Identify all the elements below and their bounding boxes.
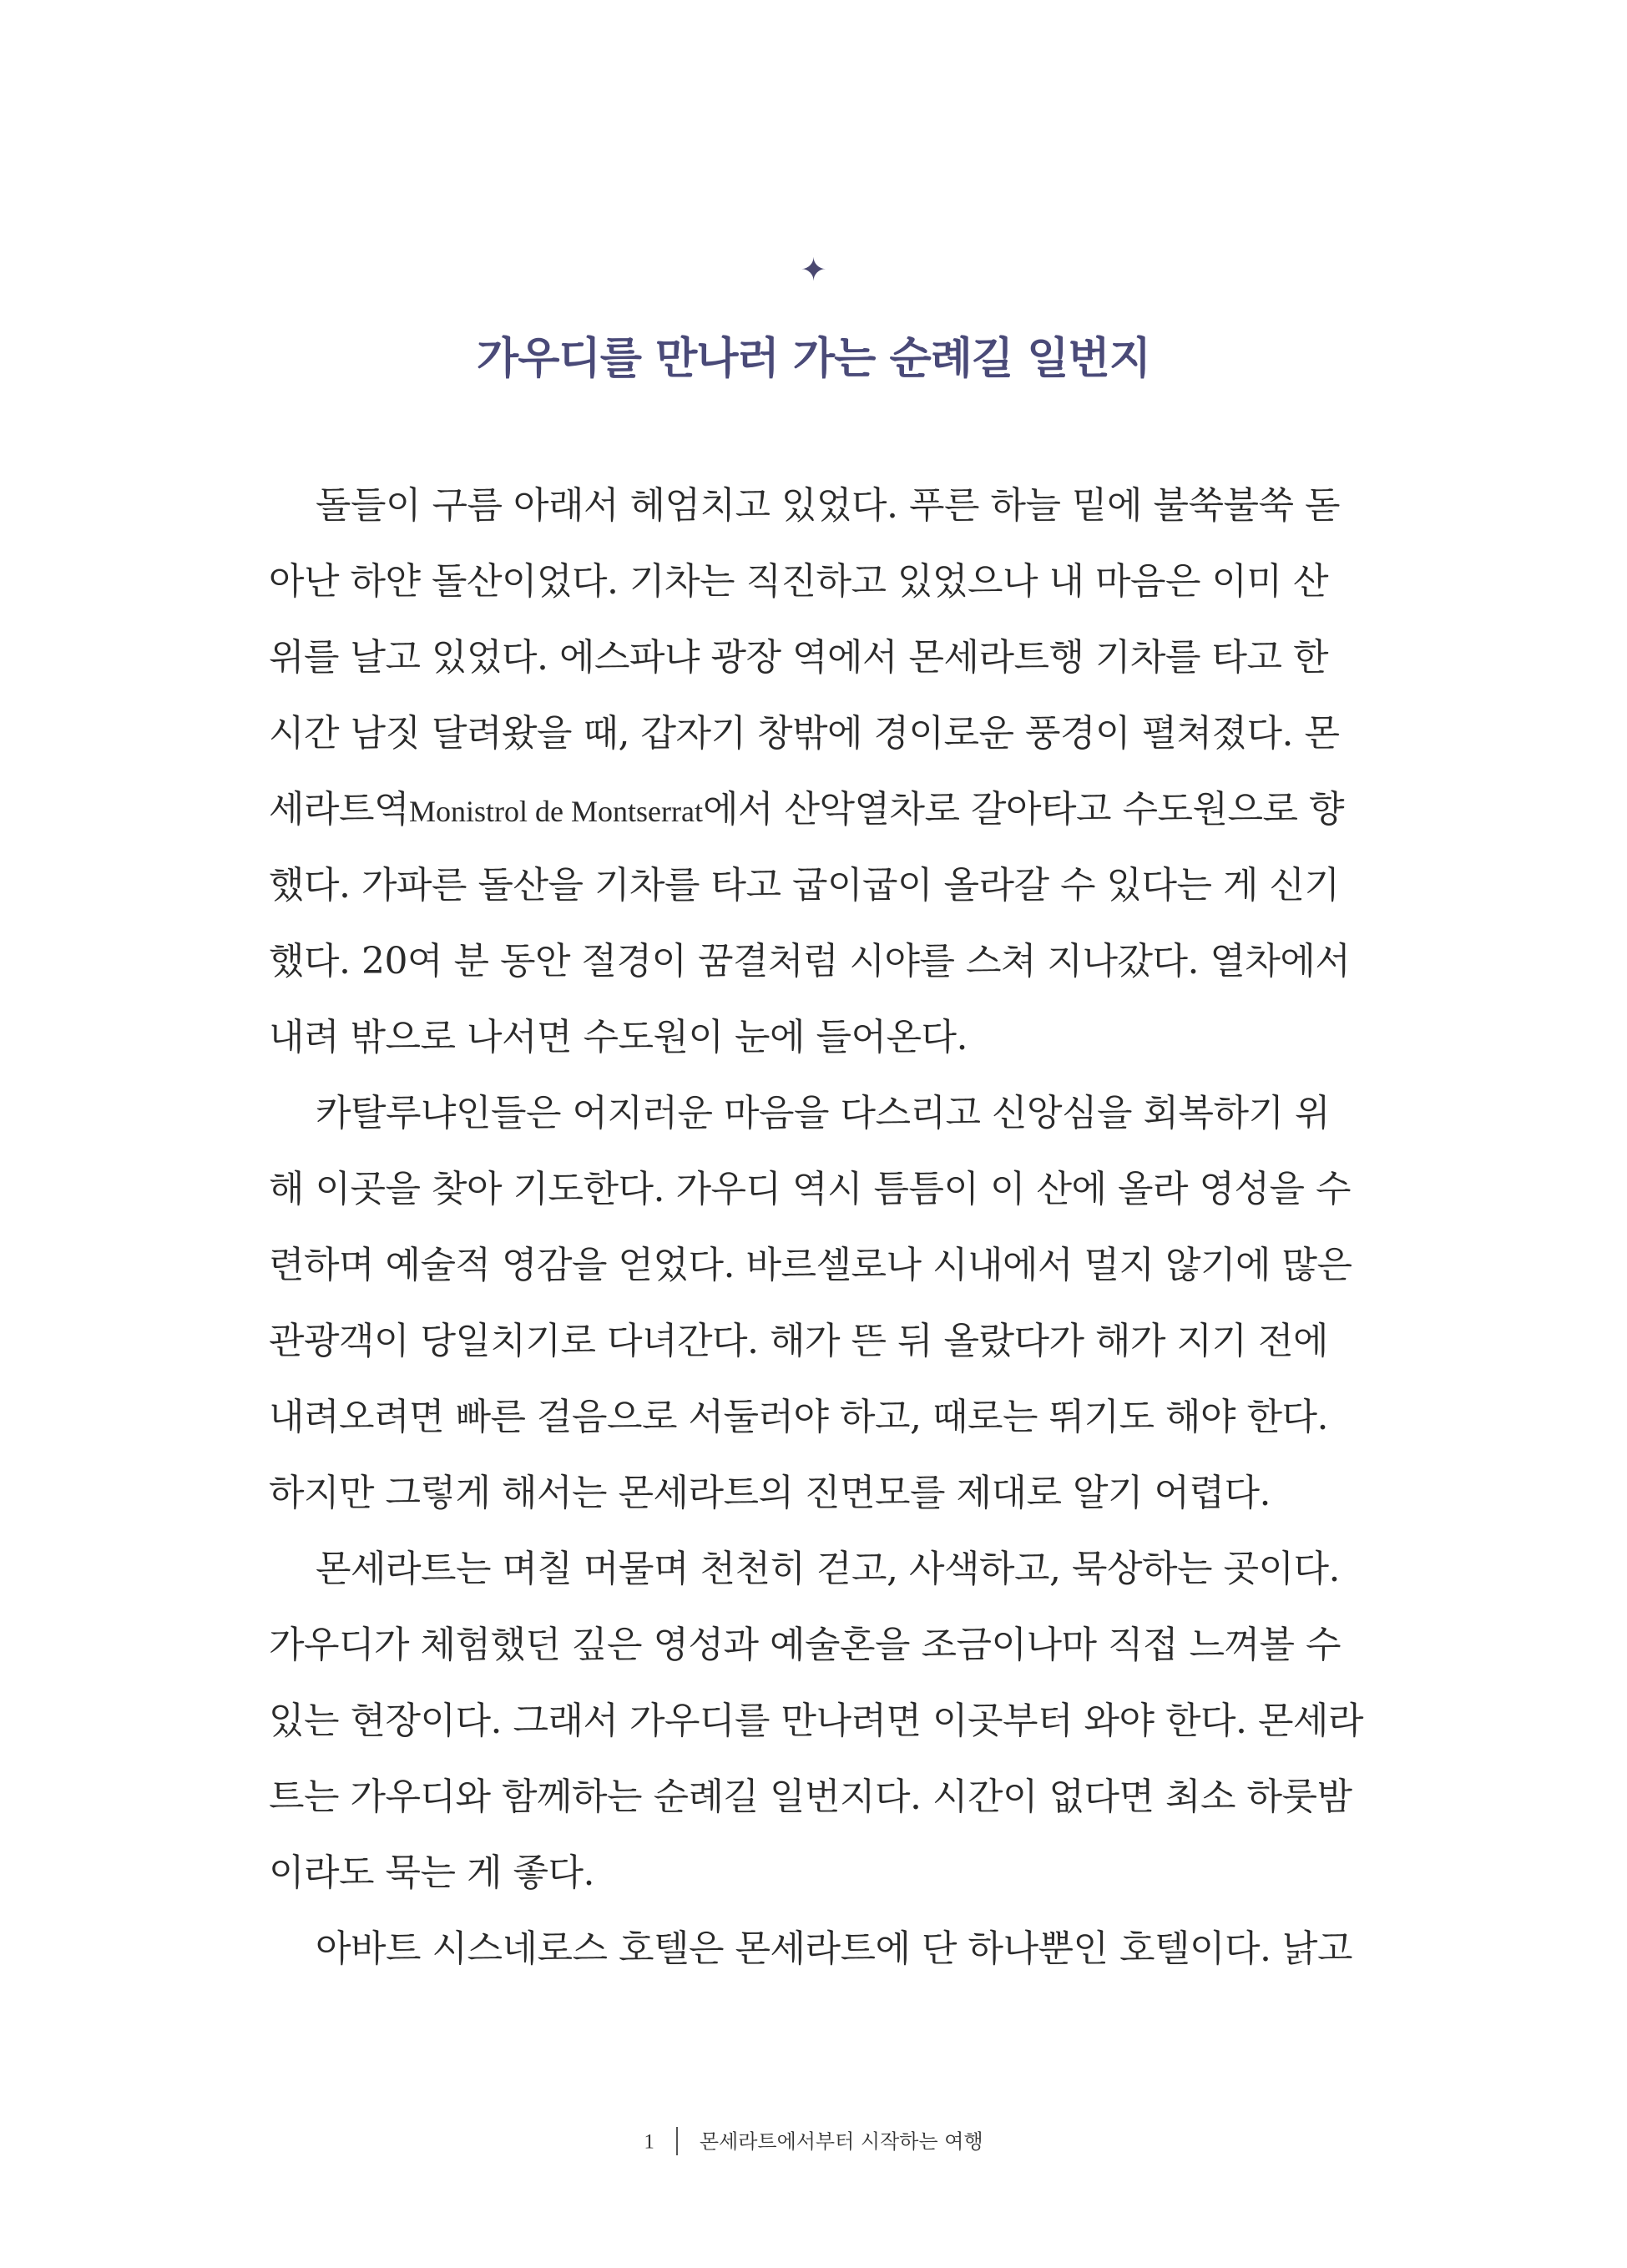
text-line: 위를 날고 있었다. 에스파냐 광장 역에서 몬세라트행 기차를 타고 한 (269, 636, 1328, 679)
text-line-mixed (269, 778, 1344, 854)
text-line: 했다. 가파른 돌산을 기차를 타고 굽이굽이 올라갈 수 있다는 게 신기 (269, 864, 1340, 907)
text-line: 트는 가우디와 함께하는 순례길 일번지다. 시간이 없다면 최소 하룻밤 (269, 1776, 1352, 1818)
text-line: 있는 현장이다. 그래서 가우디를 만나려면 이곳부터 와야 한다. 몬세라 (269, 1700, 1363, 1742)
ornament-star-icon: ✦ (800, 251, 827, 288)
footer-divider (676, 2127, 678, 2155)
text-line: 내려오려면 빠른 걸음으로 서둘러야 하고, 때로는 뛰기도 해야 한다. (269, 1396, 1328, 1438)
text-line: 카탈루냐인들은 어지러운 마음을 다스리고 신앙심을 회복하기 위 (316, 1092, 1331, 1134)
text-line: 이라도 묵는 게 좋다. (269, 1851, 594, 1894)
text-line: 아난 하얀 돌산이었다. 기차는 직진하고 있었으나 내 마음은 이미 산 (269, 560, 1328, 603)
text-segment: 에서 산악열차로 갈아타고 수도원으로 향 (702, 788, 1344, 831)
body-text (269, 474, 1363, 1993)
latin-place-name: Monistrol de Montserrat (409, 795, 703, 828)
text-line: 련하며 예술적 영감을 얻었다. 바르셀로나 시내에서 멀지 않기에 많은 (269, 1244, 1352, 1286)
text-line: 시간 남짓 달려왔을 때, 갑자기 창밖에 경이로운 풍경이 펼쳐졌다. 몬 (269, 712, 1340, 755)
text-line: 가우디가 체험했던 깊은 영성과 예술혼을 조금이나마 직접 느껴볼 수 (269, 1624, 1341, 1666)
text-segment: 세라트역 (269, 788, 410, 831)
text-line: 관광객이 당일치기로 다녀간다. 해가 뜬 뒤 올랐다가 해가 지기 전에 (269, 1320, 1328, 1362)
section-title: 가우디를 만나러 가는 순례길 일번지 (477, 333, 1150, 384)
text-line: 내려 밖으로 나서면 수도원이 눈에 들어온다. (269, 1016, 968, 1058)
text-line: 몬세라트는 며칠 머물며 천천히 걷고, 사색하고, 묵상하는 곳이다. (316, 1548, 1340, 1590)
text-line: 돌들이 구름 아래서 헤엄치고 있었다. 푸른 하늘 밑에 불쑥불쑥 돋 (316, 484, 1340, 527)
chapter-running-title: 몬세라트에서부터 시작하는 여행 (699, 2129, 983, 2154)
text-line: 아바트 시스네로스 호텔은 몬세라트에 단 하나뿐인 호텔이다. 낡고 (316, 1927, 1352, 1970)
page-number: 1 (644, 2130, 654, 2154)
page-footer (0, 2127, 1627, 2159)
text-line: 했다. 20여 분 동안 절경이 꿈결처럼 시야를 스쳐 지나갔다. 열차에서 (269, 940, 1351, 982)
text-line: 해 이곳을 찾아 기도한다. 가우디 역시 틈틈이 이 산에 올라 영성을 수 (269, 1168, 1351, 1210)
text-line: 하지만 그렇게 해서는 몬세라트의 진면모를 제대로 알기 어렵다. (269, 1472, 1271, 1514)
